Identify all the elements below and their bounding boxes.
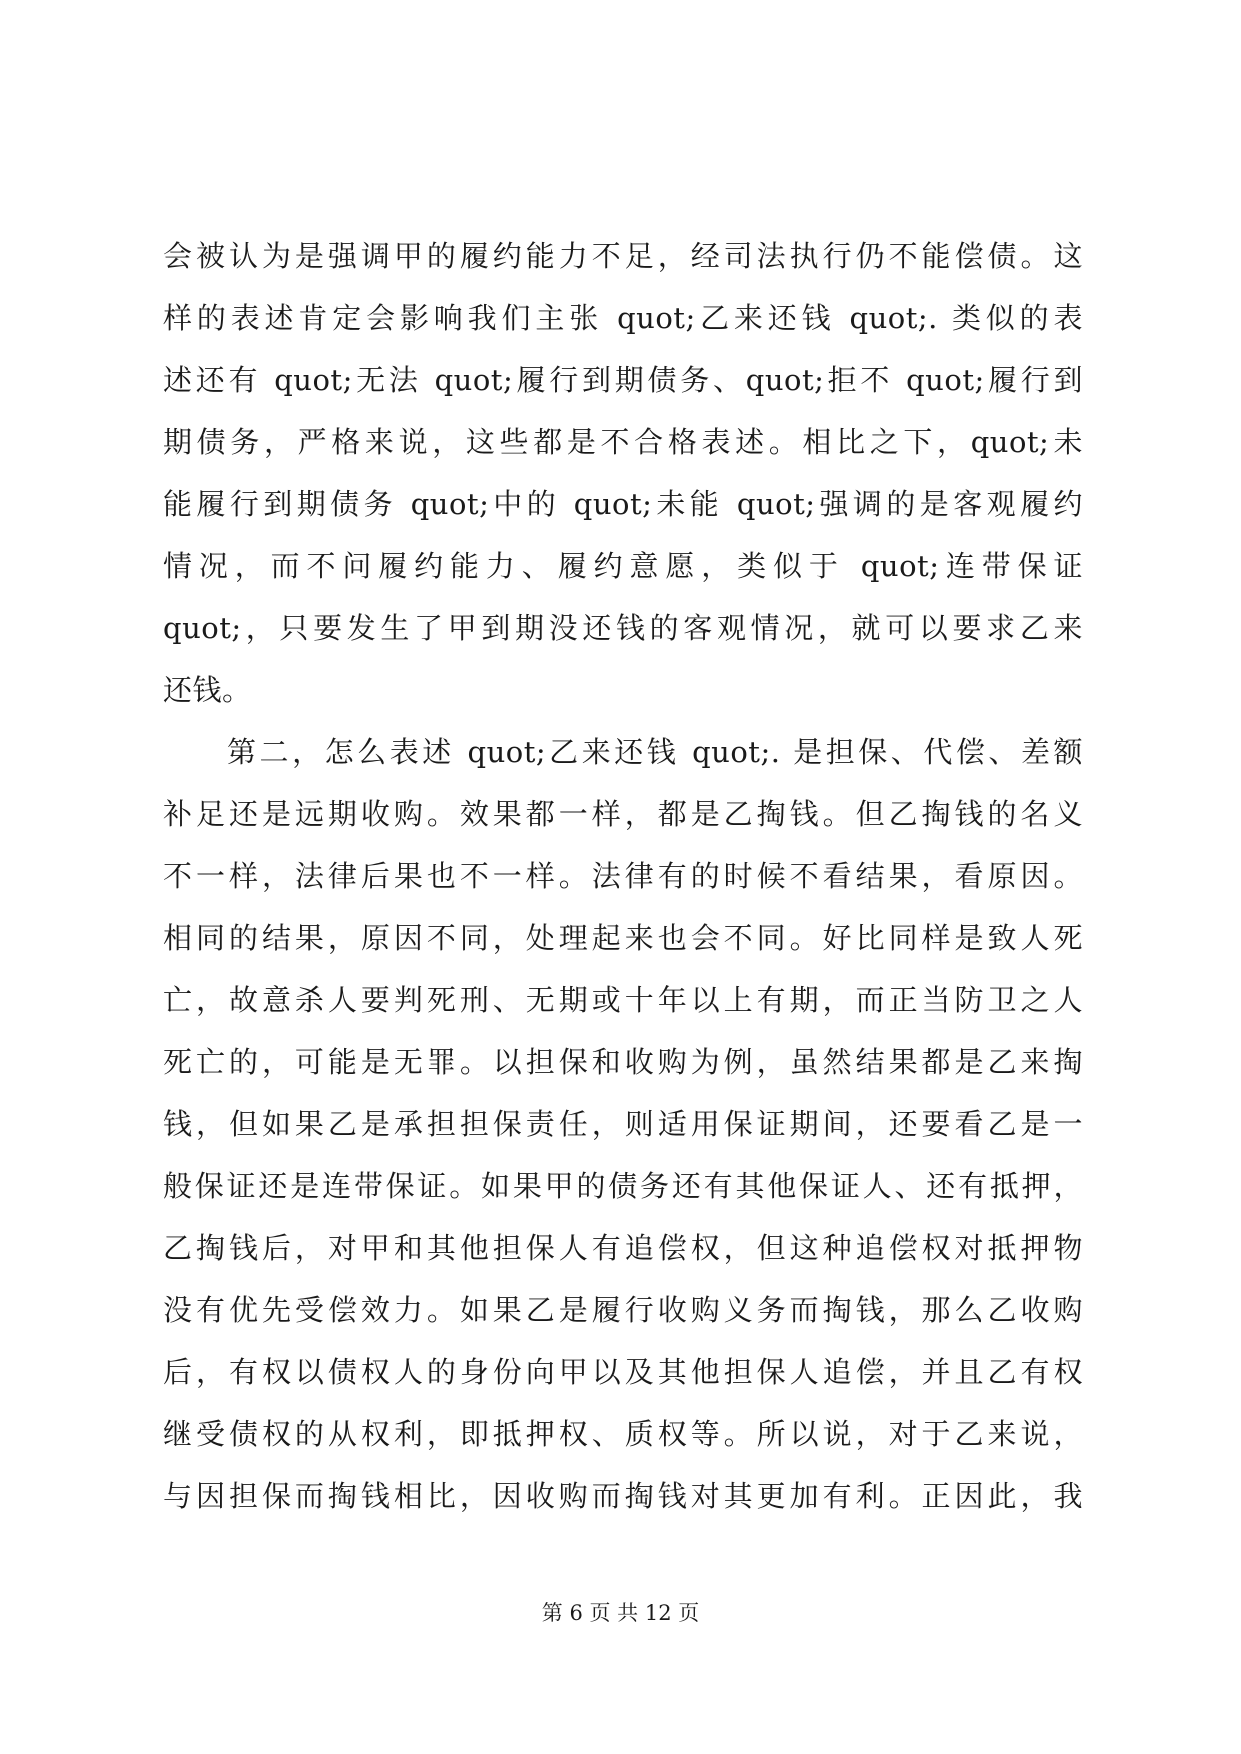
text-line: 情况，而不问履约能力、履约意愿，类似于 quot;连带保证 [163, 549, 1083, 583]
text-line: 还钱。 [163, 673, 252, 707]
text-line: 样的表述肯定会影响我们主张 quot;乙来还钱 quot;. 类似的表 [163, 301, 1083, 335]
paragraph [163, 231, 1083, 727]
text-line: 述还有 quot;无法 quot;履行到期债务、quot;拒不 quot;履行到 [163, 363, 1083, 397]
text-line: quot;，只要发生了甲到期没还钱的客观情况，就可以要求乙来 [163, 611, 1083, 645]
text-line: 期债务，严格来说，这些都是不合格表述。相比之下，quot;未 [163, 425, 1083, 459]
text-line: 般保证还是连带保证。如果甲的债务还有其他保证人、还有抵押， [163, 1169, 1083, 1203]
text-line: 亡，故意杀人要判死刑、无期或十年以上有期，而正当防卫之人 [163, 983, 1083, 1017]
text-line: 相同的结果，原因不同，处理起来也会不同。好比同样是致人死 [163, 921, 1083, 955]
text-line: 继受债权的从权利，即抵押权、质权等。所以说，对于乙来说， [163, 1417, 1083, 1451]
page-footer: 第 6 页 共 12 页 [541, 1601, 700, 1625]
text-line: 乙掏钱后，对甲和其他担保人有追偿权，但这种追偿权对抵押物 [163, 1231, 1083, 1265]
paragraph [163, 727, 1083, 1533]
document-body [163, 231, 1083, 1533]
text-line: 不一样，法律后果也不一样。法律有的时候不看结果，看原因。 [163, 859, 1083, 893]
text-line: 与因担保而掏钱相比，因收购而掏钱对其更加有利。正因此，我 [163, 1479, 1083, 1513]
text-line: 补足还是远期收购。效果都一样，都是乙掏钱。但乙掏钱的名义 [163, 797, 1083, 831]
text-line: 能履行到期债务 quot;中的 quot;未能 quot;强调的是客观履约 [163, 487, 1083, 521]
text-line: 钱，但如果乙是承担担保责任，则适用保证期间，还要看乙是一 [163, 1107, 1083, 1141]
text-line: 没有优先受偿效力。如果乙是履行收购义务而掏钱，那么乙收购 [163, 1293, 1083, 1327]
text-line: 后，有权以债权人的身份向甲以及其他担保人追偿，并且乙有权 [163, 1355, 1083, 1389]
text-line: 第二，怎么表述 quot;乙来还钱 quot;. 是担保、代偿、差额 [227, 735, 1083, 769]
text-line: 会被认为是强调甲的履约能力不足，经司法执行仍不能偿债。这 [163, 239, 1083, 273]
text-line: 死亡的，可能是无罪。以担保和收购为例，虽然结果都是乙来掏 [163, 1045, 1083, 1079]
